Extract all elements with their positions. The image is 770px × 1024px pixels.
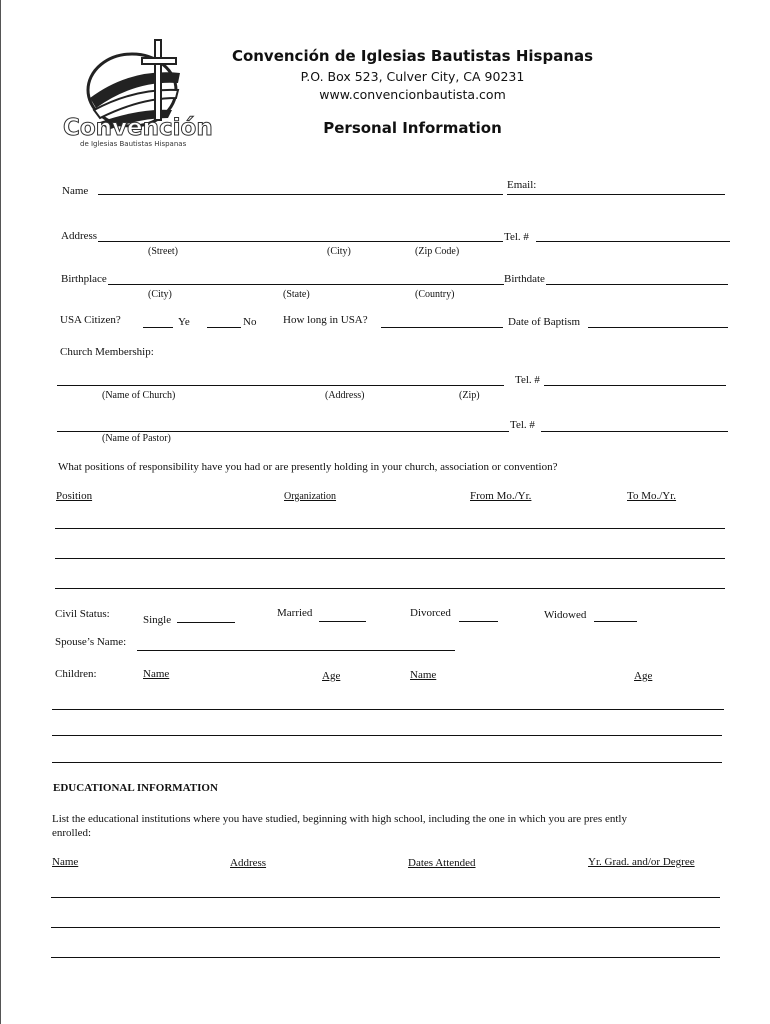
pastor-name-caption: (Name of Pastor) — [102, 433, 171, 444]
email-label: Email: — [507, 179, 537, 191]
baptism-label: Date of Baptism — [508, 316, 581, 328]
education-instructions-line2: enrolled: — [52, 827, 92, 839]
education-instructions-line1: List the educational institutions where you have studied, beginning with high school, including the one in which you are pres ently — [52, 813, 627, 825]
from-column-header: From Mo./Yr. — [470, 490, 532, 502]
pastor-tel-label: Tel. # — [510, 419, 535, 431]
spouse-name-field[interactable] — [137, 650, 455, 651]
child-row-field[interactable] — [52, 735, 722, 736]
email-field[interactable] — [507, 194, 725, 195]
org-address: P.O. Box 523, Culver City, CA 90231 — [300, 69, 525, 84]
to-column-header: To Mo./Yr. — [627, 490, 677, 502]
birthdate-field[interactable] — [546, 284, 728, 285]
birth-city-caption: (City) — [148, 289, 172, 300]
child-name-header: Name — [143, 668, 170, 680]
child-age-header-2: Age — [634, 670, 653, 682]
name-field[interactable] — [98, 194, 503, 195]
child-row-field[interactable] — [52, 762, 722, 763]
church-name-field[interactable] — [57, 385, 504, 386]
married-label: Married — [277, 607, 313, 619]
logo-subtext: de Iglesias Bautistas Hispanas — [80, 140, 187, 148]
church-tel-field[interactable] — [544, 385, 726, 386]
school-address-header: Address — [230, 857, 267, 869]
education-heading: EDUCATIONAL INFORMATION — [53, 782, 218, 794]
position-row-field[interactable] — [55, 558, 725, 559]
church-address-caption: (Address) — [325, 390, 365, 401]
pastor-name-field[interactable] — [57, 431, 509, 432]
state-caption: (State) — [283, 289, 310, 300]
citizen-yes-label: Ye — [178, 316, 190, 328]
zip-code-caption: (Zip Code) — [415, 246, 460, 257]
spouse-name-label: Spouse’s Name: — [55, 636, 127, 648]
church-tel-label: Tel. # — [515, 374, 540, 386]
baptism-field[interactable] — [588, 327, 728, 328]
single-field[interactable] — [177, 622, 235, 623]
page-left-border — [0, 0, 1, 1024]
street-caption: (Street) — [148, 246, 178, 257]
education-row-field[interactable] — [51, 957, 720, 958]
address-field[interactable] — [98, 241, 503, 242]
education-row-field[interactable] — [51, 927, 720, 928]
how-long-label: How long in USA? — [283, 314, 368, 326]
pastor-tel-field[interactable] — [541, 431, 728, 432]
church-name-caption: (Name of Church) — [102, 390, 176, 401]
address-label: Address — [61, 230, 98, 242]
org-name: Convención de Iglesias Bautistas Hispanas — [231, 47, 594, 65]
civil-status-label: Civil Status: — [55, 608, 110, 620]
logo-text: Convención — [63, 115, 213, 141]
org-website: www.convencionbautista.com — [319, 87, 506, 102]
child-name-header-2: Name — [410, 669, 437, 681]
organization-column-header: Organization — [284, 491, 337, 502]
birthplace-label: Birthplace — [61, 273, 107, 285]
education-row-field[interactable] — [51, 897, 720, 898]
married-field[interactable] — [319, 621, 366, 622]
position-row-field[interactable] — [55, 588, 725, 589]
dates-attended-header: Dates Attended — [408, 857, 476, 869]
children-label: Children: — [55, 668, 97, 680]
degree-header: Yr. Grad. and/or Degree — [588, 856, 695, 868]
church-membership-label: Church Membership: — [60, 346, 154, 358]
child-row-field[interactable] — [52, 709, 724, 710]
citizen-no-field[interactable] — [207, 327, 241, 328]
tel-label: Tel. # — [504, 231, 529, 243]
country-caption: (Country) — [415, 289, 455, 300]
divorced-field[interactable] — [459, 621, 498, 622]
how-long-field[interactable] — [381, 327, 503, 328]
city-caption: (City) — [327, 246, 351, 257]
child-age-header: Age — [322, 670, 341, 682]
citizen-yes-field[interactable] — [143, 327, 173, 328]
birthdate-label: Birthdate — [504, 273, 545, 285]
position-column-header: Position — [56, 490, 93, 502]
usa-citizen-label: USA Citizen? — [60, 314, 121, 326]
position-row-field[interactable] — [55, 528, 725, 529]
positions-question: What positions of responsibility have you had or are presently holding in your church, association or convention? — [58, 461, 558, 473]
school-name-header: Name — [52, 856, 79, 868]
single-label: Single — [143, 614, 172, 626]
citizen-no-label: No — [243, 316, 257, 328]
church-zip-caption: (Zip) — [459, 390, 480, 401]
birthplace-field[interactable] — [108, 284, 504, 285]
tel-field[interactable] — [536, 241, 730, 242]
divorced-label: Divorced — [410, 607, 451, 619]
widowed-label: Widowed — [544, 609, 587, 621]
name-label: Name — [62, 185, 89, 197]
widowed-field[interactable] — [594, 621, 637, 622]
form-title: Personal Information — [323, 119, 502, 137]
